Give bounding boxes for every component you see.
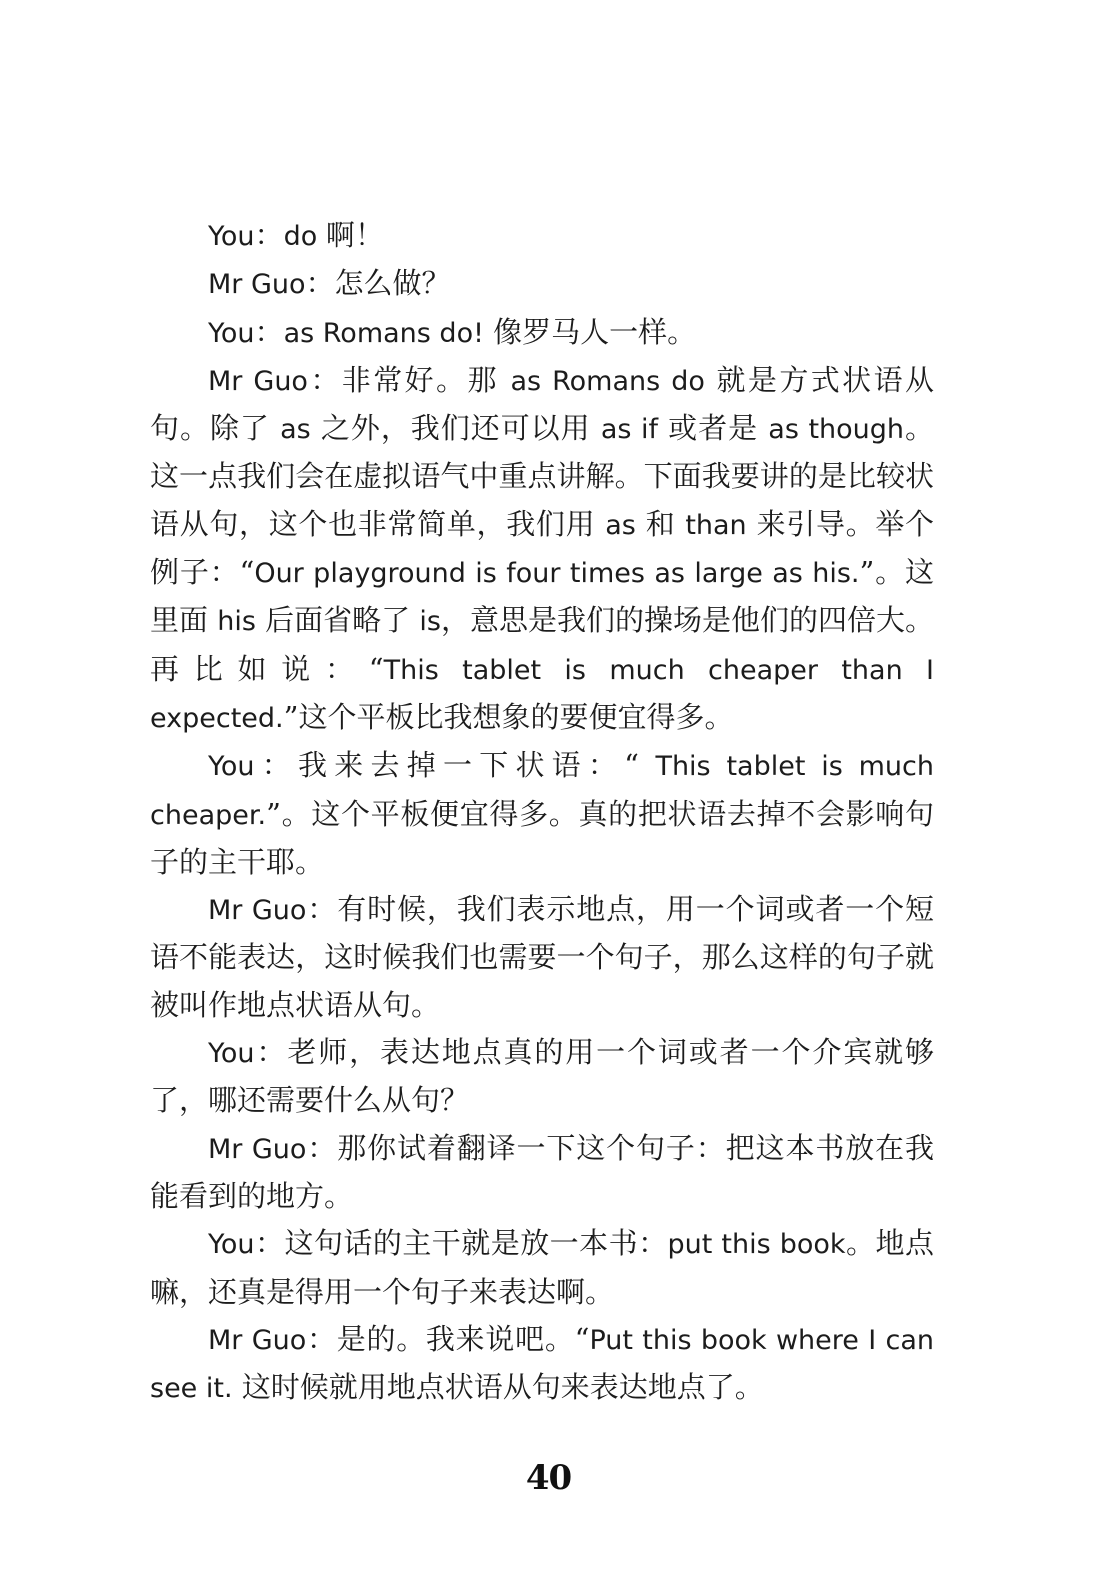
chinese-text: 。这一点我们会在虚拟语气中重点讲解。下面我要讲的是比较状语从句，这个也非常简单，我们用 [150, 411, 935, 541]
english-text: as [605, 509, 636, 541]
english-text: as Romans do [510, 365, 705, 397]
chinese-text: ：这句话的主干就是放一本书： [254, 1226, 668, 1261]
dialogue-paragraph [150, 212, 934, 260]
english-text: than [685, 509, 747, 541]
chinese-text: ：有时候，我们表示地点，用一个词或者一个短语不能表达，这时候我们也需要一个句子，那么这样的句子就被叫作地点状语从句。 [150, 892, 934, 1022]
english-text: do [283, 221, 326, 252]
speaker-name: You [208, 1229, 255, 1261]
chinese-text: ：怎么做？ [305, 266, 451, 301]
english-text: as Romans do! [283, 317, 484, 349]
speaker-name: You [208, 221, 255, 252]
english-text: as [280, 414, 311, 446]
english-text: is [419, 606, 441, 638]
english-text: put this book [667, 1229, 846, 1261]
speaker-name: Mr Guo [208, 269, 306, 301]
dialogue-paragraph [150, 357, 934, 742]
chinese-text: 。地点嘛，还真是得用一个句子来表达啊。 [150, 1226, 934, 1309]
english-text: as though [768, 414, 905, 446]
speaker-name: You [208, 317, 255, 349]
chinese-text: ：老师，表达地点真的用一个词或者一个介宾就够了，哪还需要什么从句？ [150, 1035, 934, 1118]
chinese-text: 和 [635, 506, 686, 541]
chinese-text: 后面省略了 [255, 603, 420, 638]
chinese-text: ”。这个平板便宜得多。真的把状语去掉不会影响句子的主干耶。 [150, 796, 934, 879]
chinese-text: 像罗马人一样。 [483, 314, 697, 349]
dialogue-paragraph [150, 1316, 934, 1413]
chinese-text: 这时候就用地点状语从句来表达地点了。 [232, 1370, 764, 1405]
chinese-text: 之外，我们还可以用 [310, 411, 601, 446]
speaker-name: Mr Guo [208, 1133, 307, 1165]
dialogue-paragraph [150, 886, 934, 1029]
chinese-text: ”这个平板比我想象的要便宜得多。 [283, 699, 734, 734]
dialogue-paragraph [150, 1125, 934, 1221]
dialogue-paragraph [150, 1029, 934, 1125]
dialogue-paragraph [150, 260, 934, 308]
chinese-text: ： [254, 218, 284, 252]
english-text: This tablet is much cheaper. [150, 751, 934, 831]
speaker-name: Mr Guo [208, 895, 307, 927]
english-text: Our playground is four times as large as his. [254, 558, 860, 590]
chinese-text: 或者是 [657, 411, 769, 446]
chinese-text: 来引导。举个例子：“ [150, 506, 935, 590]
chinese-text: ：是的。我来说吧。“ [306, 1321, 590, 1356]
chinese-text: 就是方式状语从句。除了 [150, 362, 934, 446]
chinese-text: ： [254, 314, 284, 349]
english-text: as if [600, 414, 658, 446]
english-text: his [217, 606, 256, 638]
dialogue-paragraph [150, 309, 934, 357]
chinese-text: ，意思是我们的操场是他们的四倍大。再比如说：“ [150, 603, 934, 686]
speaker-name: You [208, 1038, 255, 1070]
english-text: This tablet is much cheaper than I expected. [150, 654, 934, 734]
page-body [150, 212, 934, 1412]
english-text: Put this book where I can see it. [150, 1324, 934, 1405]
speaker-name: Mr Guo [208, 365, 308, 397]
page-number: 40 [525, 1458, 572, 1498]
dialogue-paragraph [150, 1220, 934, 1316]
chinese-text: 啊！ [325, 218, 384, 252]
dialogue-paragraph [150, 742, 934, 886]
speaker-name: You [208, 751, 255, 783]
speaker-name: Mr Guo [208, 1324, 307, 1356]
chinese-text: ：我来去掉一下状语：“ [254, 748, 656, 783]
chinese-text: ：非常好。那 [307, 362, 511, 397]
chinese-text: ”。这里面 [150, 555, 935, 638]
chinese-text: ：那你试着翻译一下这个句子：把这本书放在我能看到的地方。 [150, 1130, 934, 1213]
